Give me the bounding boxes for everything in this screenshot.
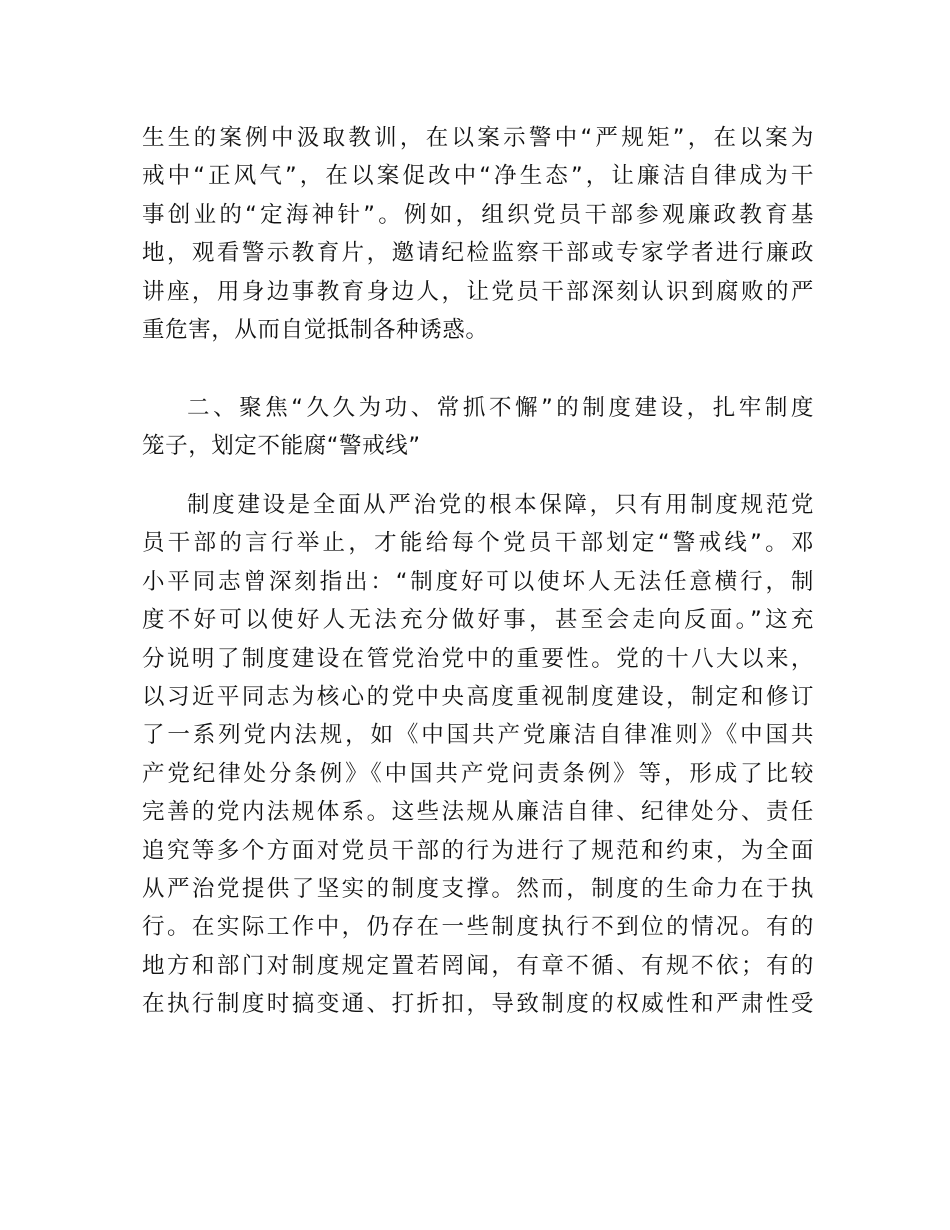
heading-line: 笼子，划定不能腐“警戒线” [142,433,421,460]
paragraph-case-lessons [142,119,814,349]
text-line: 从严治党提供了坚实的制度支撑。然而，制度的生命力在于执 [142,875,814,902]
text-line: 小平同志曾深刻指出：“制度好可以使坏人无法任意横行，制 [142,568,814,595]
text-line: 生生的案例中汲取教训，在以案示警中“严规矩”，在以案为 [142,125,814,151]
paragraph-institution-building [142,486,814,1023]
text-line: 追究等多个方面对党员干部的行为进行了规范和约束，为全面 [142,837,814,864]
text-line: 戒中“正风气”，在以案促改中“净生态”，让廉洁自律成为干 [142,163,814,190]
text-line: 地，观看警示教育片，邀请纪检监察干部或专家学者进行廉政 [142,240,814,267]
text-line: 完善的党内法规体系。这些法规从廉洁自律、纪律处分、责任 [142,799,814,826]
text-line: 在执行制度时搞变通、打折扣，导致制度的权威性和严肃性受 [142,991,814,1018]
text-line: 员干部的言行举止，才能给每个党员干部划定“警戒线”。邓 [142,530,814,557]
section-heading-2 [142,389,814,466]
text-line: 分说明了制度建设在管党治党中的重要性。党的十八大以来， [142,645,814,672]
text-line: 了一系列党内法规，如《中国共产党廉洁自律准则》《中国共 [142,722,814,749]
heading-line: 二、聚焦“久久为功、常抓不懈”的制度建设，扎牢制度 [187,395,814,421]
text-line: 讲座，用身边事教育身边人，让党员干部深刻认识到腐败的严 [142,278,814,305]
text-line: 以习近平同志为核心的党中央高度重视制度建设，制定和修订 [142,683,814,710]
text-line: 制度建设是全面从严治党的根本保障，只有用制度规范党 [187,492,814,518]
text-line: 事创业的“定海神针”。例如，组织党员干部参观廉政教育基 [142,201,814,228]
text-line: 地方和部门对制度规定置若罔闻，有章不循、有规不依；有的 [142,952,814,979]
text-line: 度不好可以使好人无法充分做好事，甚至会走向反面。”这充 [142,607,814,634]
text-line: 重危害，从而自觉抵制各种诱惑。 [142,316,489,343]
text-line: 行。在实际工作中，仍存在一些制度执行不到位的情况。有的 [142,914,814,941]
text-line: 产党纪律处分条例》《中国共产党问责条例》等，形成了比较 [142,760,814,787]
